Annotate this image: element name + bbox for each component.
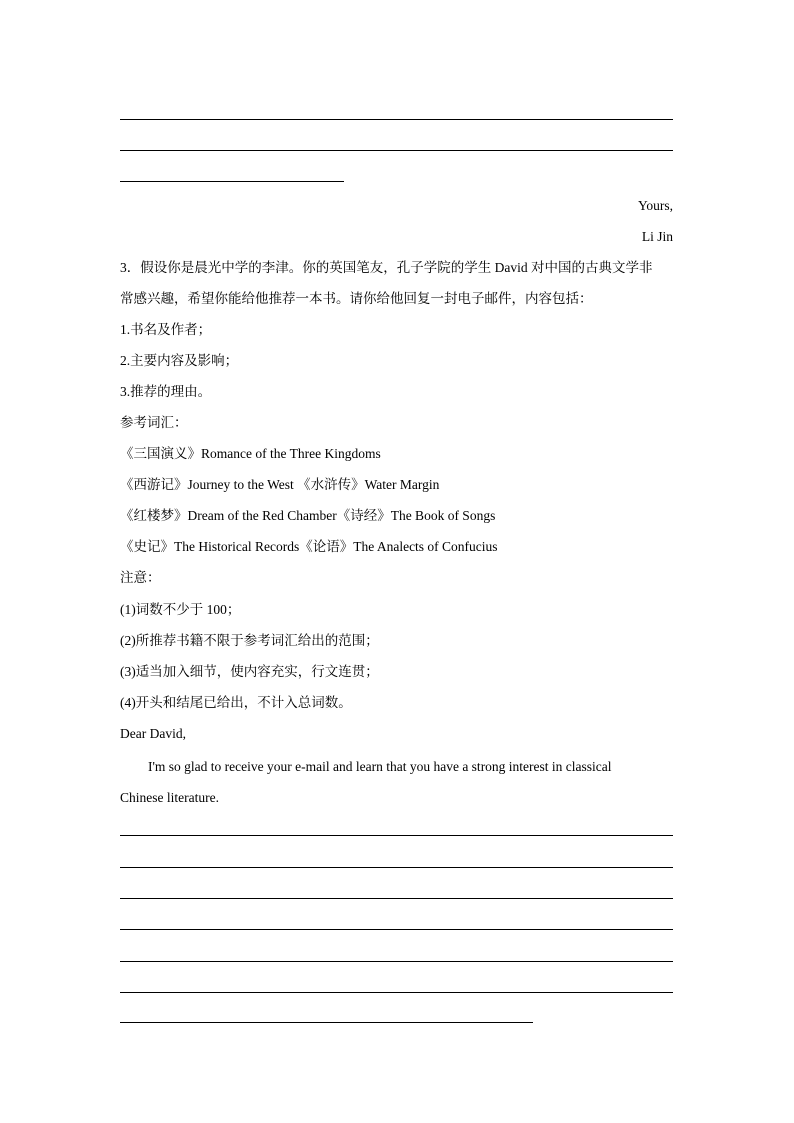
content-point: 2.主要内容及影响； [120, 353, 239, 368]
writing-line [120, 929, 673, 930]
content-point: 1.书名及作者； [120, 322, 212, 337]
letter-opening-line-1: I'm so glad to receive your e-mail and learn that you have a strong interest in classical [148, 759, 612, 774]
vocab-title: 参考词汇： [120, 415, 188, 430]
closing-signature: Li Jin [641, 229, 673, 244]
answer-line [120, 119, 673, 120]
note-item: (4)开头和结尾已给出，不计入总词数。 [120, 695, 352, 710]
task-prompt-line-1: 3．假设你是晨光中学的李津。你的英国笔友，孔子学院的学生 David 对中国的古典文学非 [120, 260, 653, 275]
note-item: (2)所推荐书籍不限于参考词汇给出的范围； [120, 633, 379, 648]
vocab-item: 《红楼梦》Dream of the Red Chamber《诗经》The Book of Songs [120, 508, 496, 523]
content-point: 3.推荐的理由。 [120, 384, 212, 399]
letter-greeting: Dear David, [120, 726, 186, 741]
answer-line [120, 150, 673, 151]
writing-line [120, 835, 673, 836]
vocab-item: 《西游记》Journey to the West 《水浒传》Water Margin [120, 477, 440, 492]
writing-line [120, 961, 673, 962]
writing-line [120, 867, 673, 868]
writing-line [120, 992, 673, 993]
writing-line [120, 898, 673, 899]
vocab-item: 《三国演义》Romance of the Three Kingdoms [120, 446, 381, 461]
answer-line-short [120, 181, 344, 182]
letter-opening-line-2: Chinese literature. [120, 790, 219, 805]
task-prompt-line-2: 常感兴趣，希望你能给他推荐一本书。请你给他回复一封电子邮件，内容包括： [120, 291, 593, 306]
notes-title: 注意： [120, 570, 161, 585]
writing-line-short [120, 1022, 533, 1023]
note-item: (1)词数不少于 100； [120, 602, 241, 617]
vocab-item: 《史记》The Historical Records《论语》The Analects of Confucius [120, 539, 498, 554]
closing-yours: Yours, [637, 198, 673, 213]
note-item: (3)适当加入细节，使内容充实，行文连贯； [120, 664, 379, 679]
